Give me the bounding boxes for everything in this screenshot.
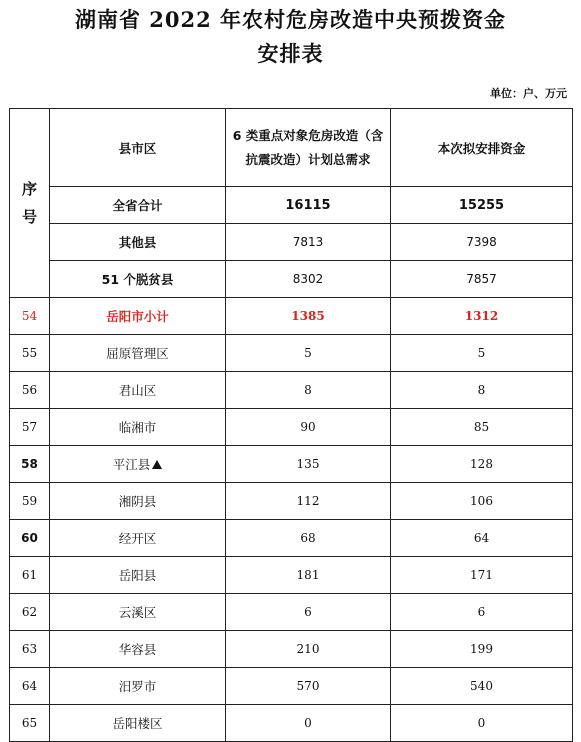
summary-row-poverty	[10, 261, 573, 298]
header-funding: 本次拟安排资金	[391, 109, 573, 187]
row-seq-text: 61	[21, 568, 38, 582]
row-funding-text: 199	[470, 642, 493, 656]
summary-name: 51 个脱贫县	[50, 261, 226, 298]
page-title: 湖南省 2022 年农村危房改造中央预拨资金	[74, 7, 507, 32]
row-demand	[226, 557, 391, 594]
row-seq-text: 63	[21, 642, 38, 656]
row-demand-text: 6	[304, 605, 312, 619]
row-demand-text: 90	[300, 420, 316, 434]
row-demand-text: 68	[300, 531, 316, 545]
summary-funding: 7398	[391, 224, 573, 261]
row-name	[50, 446, 226, 483]
row-funding-text: 85	[473, 420, 490, 434]
page-subtitle: 安排表	[257, 41, 324, 66]
row-funding	[391, 335, 573, 372]
row-funding-text: 6	[477, 605, 486, 619]
row-funding	[391, 594, 573, 631]
row-funding-text: 128	[470, 457, 493, 471]
row-funding-text: 0	[477, 716, 486, 730]
row-funding	[391, 557, 573, 594]
row-funding-text: 171	[470, 568, 493, 582]
row-seq-text: 56	[21, 383, 38, 397]
row-demand: 1385	[226, 298, 391, 335]
summary-funding: 7857	[391, 261, 573, 298]
row-name	[50, 594, 226, 631]
row-name-text: 君山区	[118, 383, 157, 398]
table-row	[10, 594, 573, 631]
summary-row-other	[10, 224, 573, 261]
row-seq-text: 65	[21, 716, 38, 730]
row-seq	[10, 409, 50, 446]
row-seq	[10, 631, 50, 668]
row-funding	[391, 446, 573, 483]
triangle-icon	[152, 460, 162, 469]
row-funding: 1312	[391, 298, 573, 335]
table-row	[10, 335, 573, 372]
row-seq	[10, 705, 50, 742]
row-demand-text: 135	[296, 457, 320, 471]
row-seq	[10, 446, 50, 483]
row-name-text: 湘阴县	[118, 494, 157, 509]
row-name	[50, 668, 226, 705]
summary-demand: 8302	[226, 261, 391, 298]
row-name-text: 屈原管理区	[106, 346, 169, 361]
row-seq	[10, 335, 50, 372]
row-name-text: 云溪区	[118, 605, 157, 620]
row-name	[50, 483, 226, 520]
table-row	[10, 372, 573, 409]
row-name-text: 华容县	[118, 642, 157, 657]
row-seq	[10, 557, 50, 594]
row-seq	[10, 520, 50, 557]
row-funding	[391, 520, 573, 557]
row-demand-text: 570	[296, 679, 320, 693]
row-demand	[226, 668, 391, 705]
table-row	[10, 631, 573, 668]
header-region: 县市区	[50, 109, 226, 187]
table-row	[10, 483, 573, 520]
row-name	[50, 520, 226, 557]
table-row	[10, 520, 573, 557]
row-demand	[226, 631, 391, 668]
header-seq: 序 号	[10, 109, 50, 298]
summary-demand: 16115	[226, 187, 391, 224]
row-name: 岳阳市小计	[50, 298, 226, 335]
row-funding	[391, 631, 573, 668]
table-row	[10, 668, 573, 705]
row-demand-text: 112	[296, 494, 320, 508]
row-seq-text: 57	[21, 420, 38, 434]
row-demand-text: 210	[296, 642, 320, 656]
row-seq-text: 55	[21, 346, 38, 360]
row-seq-text: 62	[21, 605, 38, 619]
table-row	[10, 446, 573, 483]
summary-demand: 7813	[226, 224, 391, 261]
row-funding	[391, 705, 573, 742]
row-seq	[10, 668, 50, 705]
row-demand	[226, 372, 391, 409]
subtotal-row	[10, 298, 573, 335]
row-seq-text: 59	[21, 494, 38, 508]
row-demand-text: 8	[304, 383, 312, 397]
row-seq-text: 58	[21, 457, 38, 471]
row-seq-text: 60	[21, 531, 38, 545]
row-demand-text: 181	[296, 568, 320, 582]
row-name	[50, 557, 226, 594]
row-demand	[226, 446, 391, 483]
row-name-text: 平江县	[112, 457, 151, 472]
summary-name: 全省合计	[50, 187, 226, 224]
row-seq: 54	[10, 298, 50, 335]
table-row	[10, 705, 573, 742]
row-funding	[391, 409, 573, 446]
row-demand	[226, 520, 391, 557]
row-funding-text: 106	[470, 494, 493, 508]
summary-row-total	[10, 187, 573, 224]
row-name-text: 临湘市	[118, 420, 157, 435]
row-funding-text: 5	[477, 346, 486, 360]
row-demand	[226, 705, 391, 742]
summary-funding: 15255	[391, 187, 573, 224]
row-funding	[391, 372, 573, 409]
row-demand	[226, 483, 391, 520]
table-row	[10, 409, 573, 446]
row-demand	[226, 409, 391, 446]
row-demand	[226, 335, 391, 372]
unit-note: 单位：户、万元	[490, 87, 567, 100]
row-funding-text: 8	[477, 383, 486, 397]
row-seq	[10, 483, 50, 520]
header-demand: 6 类重点对象危房改造（含 抗震改造）计划总需求	[226, 109, 391, 187]
row-funding	[391, 483, 573, 520]
funding-table	[9, 108, 573, 742]
row-funding-text: 540	[470, 679, 493, 693]
row-name-text: 汨罗市	[118, 679, 157, 694]
row-demand-text: 5	[304, 346, 312, 360]
row-name	[50, 705, 226, 742]
row-name-text: 经开区	[118, 531, 157, 546]
row-seq-text: 64	[21, 679, 38, 693]
header-row	[10, 109, 573, 187]
row-name	[50, 631, 226, 668]
row-name	[50, 335, 226, 372]
row-funding	[391, 668, 573, 705]
row-name	[50, 372, 226, 409]
row-name	[50, 409, 226, 446]
row-demand-text: 0	[304, 716, 312, 730]
summary-name: 其他县	[50, 224, 226, 261]
row-seq	[10, 594, 50, 631]
row-name-text: 岳阳楼区	[112, 716, 163, 731]
row-demand	[226, 594, 391, 631]
table-row	[10, 557, 573, 594]
row-seq	[10, 372, 50, 409]
row-name-text: 岳阳县	[118, 568, 157, 583]
row-funding-text: 64	[473, 531, 490, 545]
